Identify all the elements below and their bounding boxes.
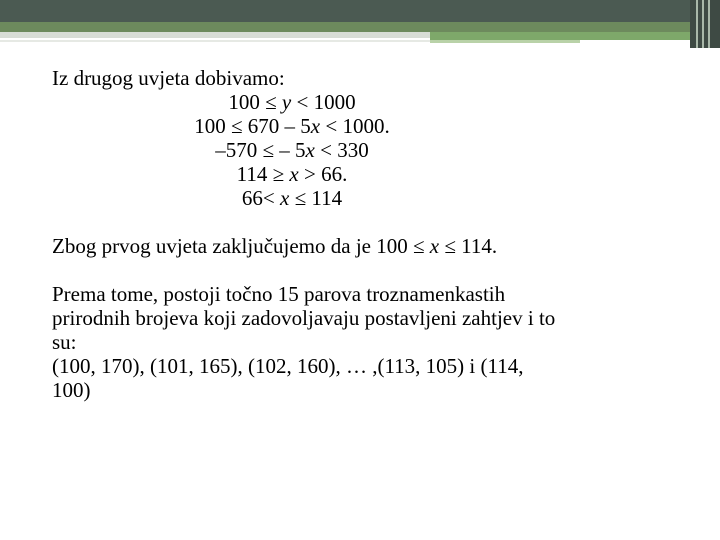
final-paragraph bbox=[52, 282, 682, 402]
math-text: ≤ 114 bbox=[289, 186, 343, 210]
math-text: ≤ 114. bbox=[439, 234, 498, 258]
final-line: (100, 170), (101, 165), (102, 160), … ,(113, 105) i (114, bbox=[52, 354, 524, 378]
math-text: –570 ≤ – 5 bbox=[215, 138, 306, 162]
math-text: Zbog prvog uvjeta zaključujemo da je 100 ≤ bbox=[52, 234, 430, 258]
math-text: 66< bbox=[241, 186, 280, 210]
math-text: < 330 bbox=[314, 138, 369, 162]
inequality-step bbox=[52, 186, 532, 210]
header-thin-accent bbox=[430, 40, 580, 43]
math-text: < 1000. bbox=[320, 114, 390, 138]
corner-stripe bbox=[696, 0, 698, 48]
inequality-step bbox=[52, 90, 532, 114]
inequality-steps bbox=[52, 90, 692, 210]
math-text: 100 ≤ 670 – 5 bbox=[194, 114, 311, 138]
inequality-step bbox=[52, 114, 532, 138]
conclusion-text bbox=[52, 234, 692, 258]
final-line: Prema tome, postoji točno 15 parova troznamenkastih bbox=[52, 282, 506, 306]
corner-stripe bbox=[702, 0, 704, 48]
math-variable: x bbox=[310, 114, 321, 138]
header-dark-stripe bbox=[0, 0, 720, 22]
corner-stripe bbox=[708, 0, 710, 48]
math-variable: x bbox=[305, 138, 315, 162]
header-green-stripe bbox=[0, 22, 690, 32]
final-line: prirodnih brojeva koji zadovoljavaju postavljeni zahtjev i to bbox=[52, 306, 556, 330]
inequality-step bbox=[52, 138, 532, 162]
intro-text: Iz drugog uvjeta dobivamo: bbox=[52, 66, 285, 90]
math-variable: x bbox=[289, 162, 299, 186]
header-decoration bbox=[0, 0, 720, 48]
final-line: 100) bbox=[52, 378, 91, 402]
math-text: 100 ≤ bbox=[228, 90, 282, 114]
math-variable: x bbox=[429, 234, 440, 258]
math-variable: y bbox=[281, 90, 292, 114]
inequality-step bbox=[52, 162, 532, 186]
final-line: su: bbox=[52, 330, 77, 354]
header-light-stripe bbox=[0, 32, 430, 38]
math-text: < 1000 bbox=[291, 90, 356, 114]
math-variable: x bbox=[280, 186, 290, 210]
math-text: > 66. bbox=[298, 162, 348, 186]
header-accent-stripe bbox=[430, 32, 690, 40]
header-corner-block bbox=[690, 0, 720, 48]
math-text: 114 ≥ bbox=[236, 162, 290, 186]
slide-body bbox=[52, 66, 692, 402]
